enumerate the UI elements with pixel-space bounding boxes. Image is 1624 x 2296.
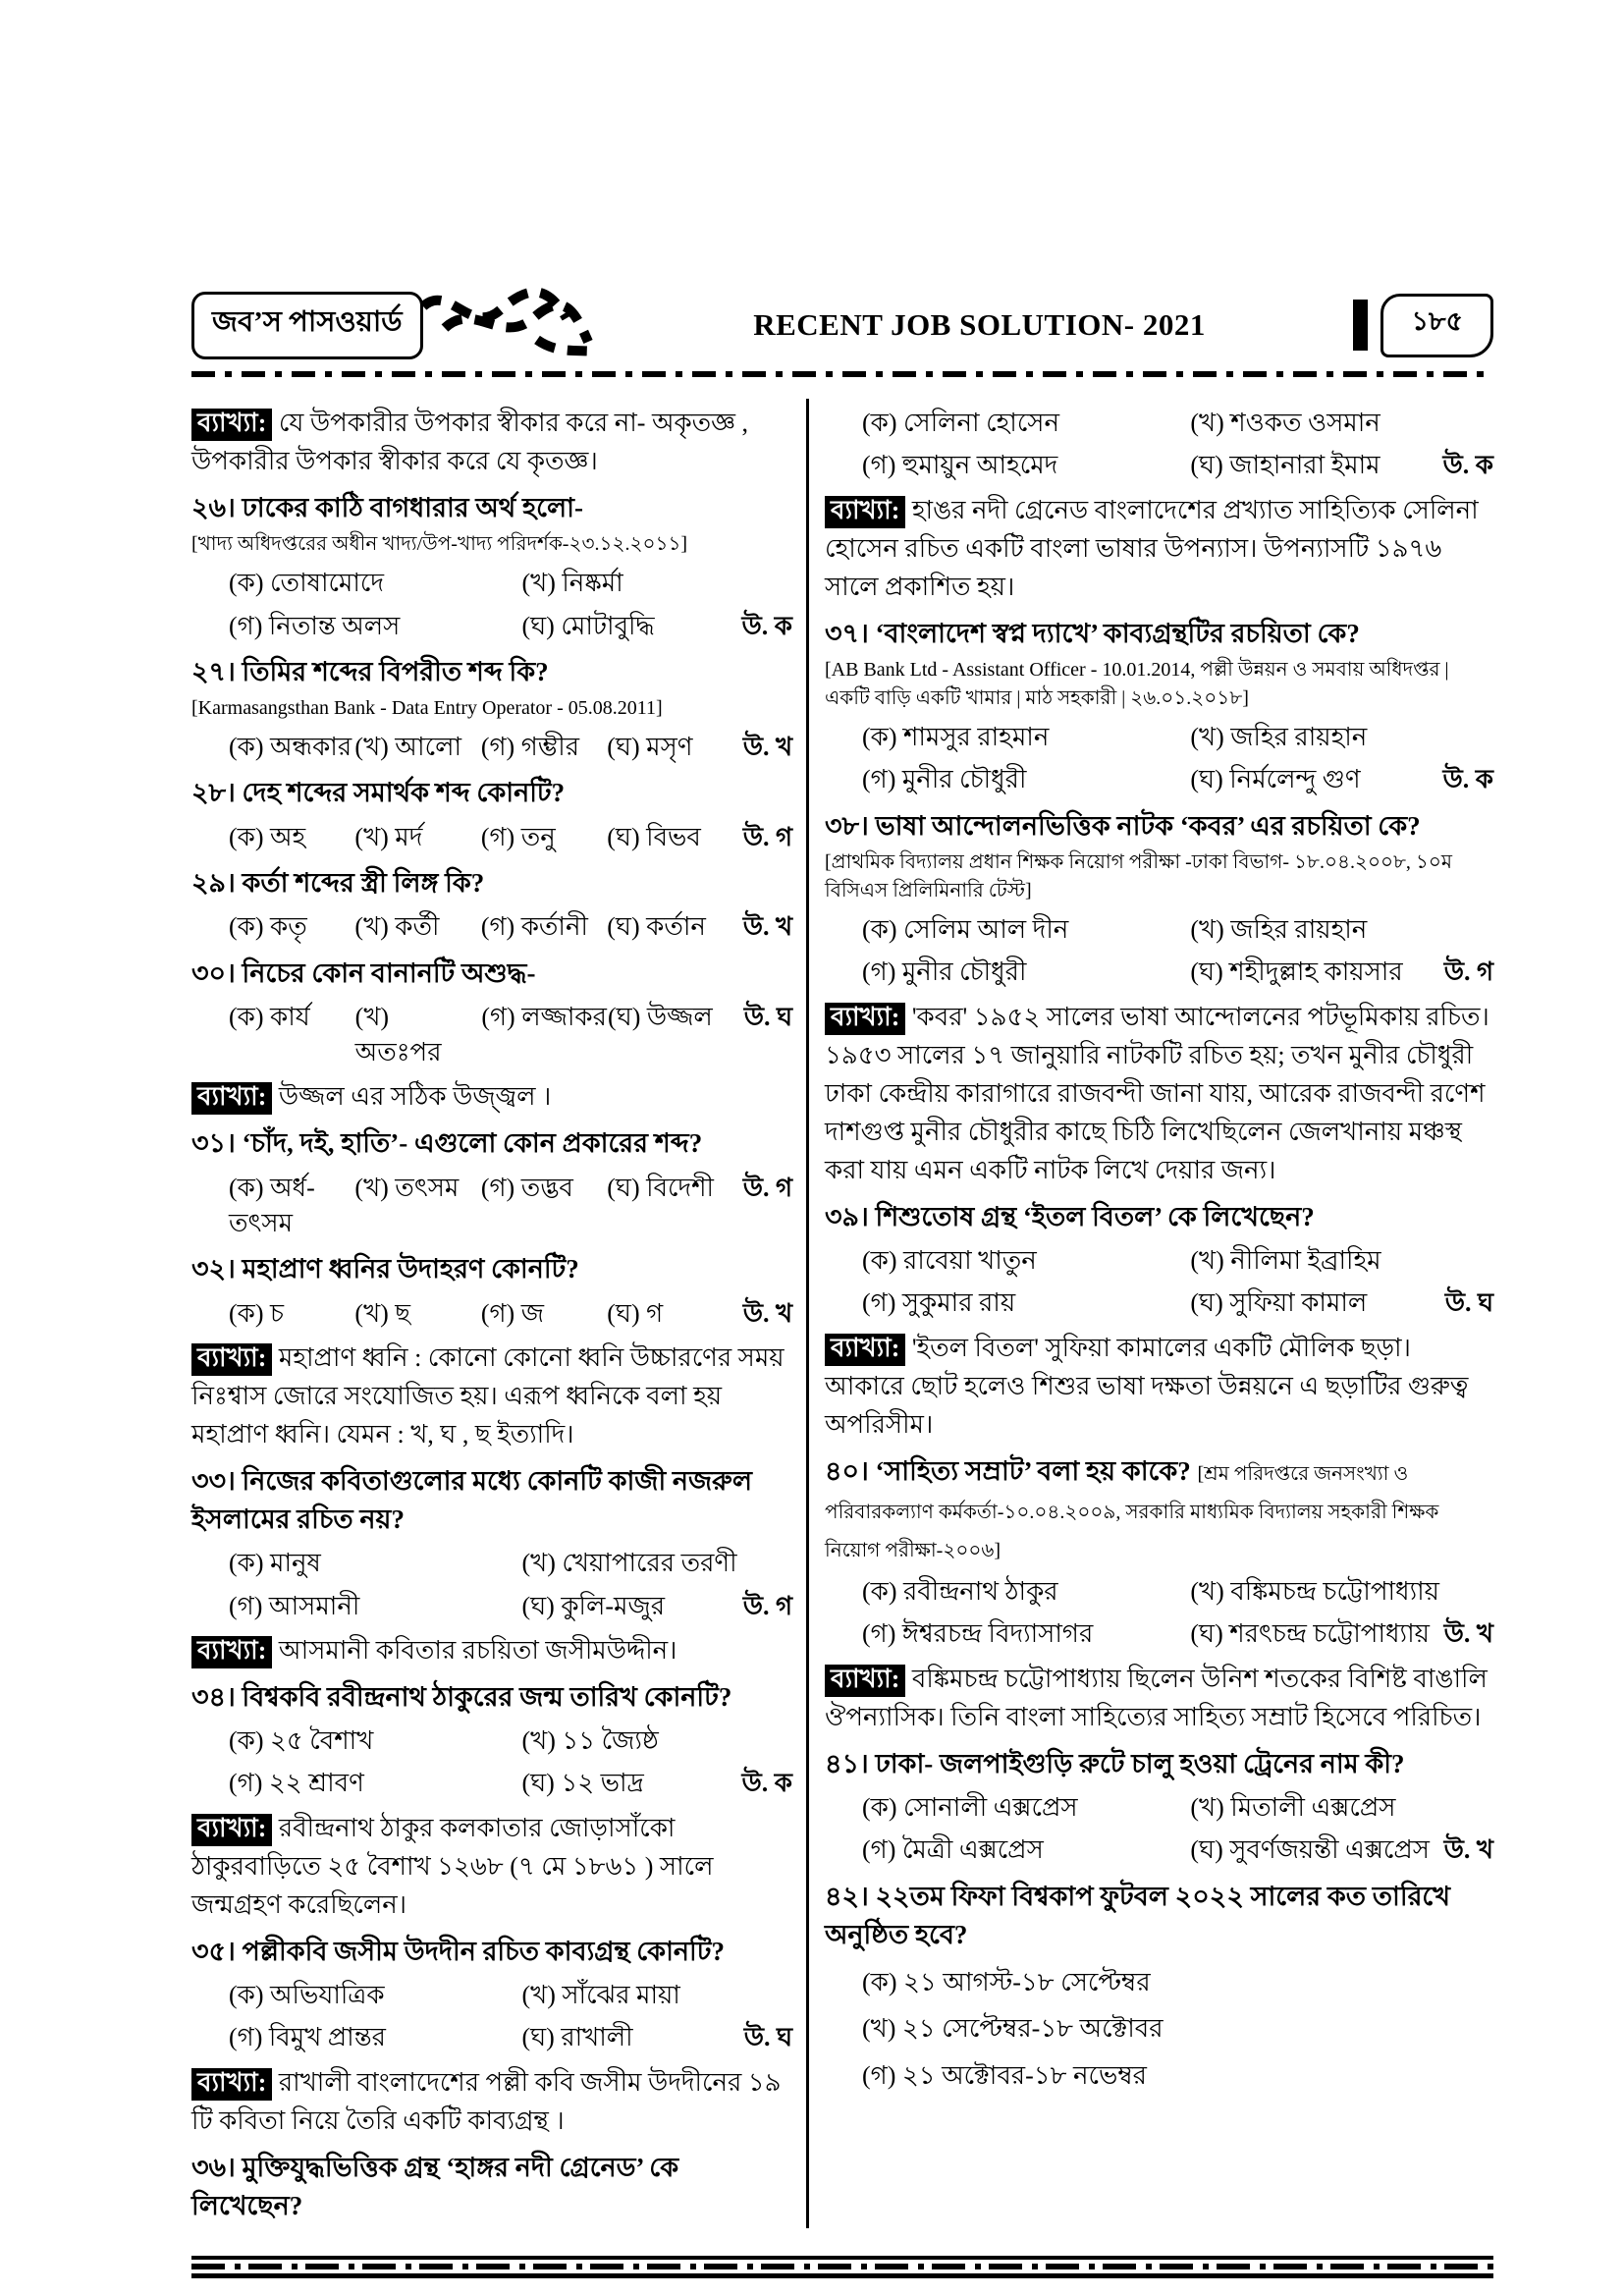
option: (ক) ২১ আগস্ট-১৮ সেপ্টেম্বর	[862, 1967, 1151, 1996]
options-row	[825, 1965, 1493, 2000]
options-row	[825, 955, 1493, 990]
page-number-badge: ১৮৫	[1380, 294, 1493, 357]
question-title-text: ২৮। দেহ শব্দের সমার্থক শব্দ কোনটি?	[191, 778, 566, 808]
option: (ঘ) শহীদুল্লাহ কায়সার	[1190, 957, 1403, 987]
question-block	[191, 2149, 792, 2225]
question-title	[825, 1878, 1493, 1954]
option: (গ) মুনীর চৌধুরী	[862, 957, 1027, 987]
question-block	[825, 615, 1493, 798]
option: (গ) তনু	[480, 822, 556, 851]
option: (ঘ) সুফিয়া কামাল	[1190, 1288, 1368, 1318]
question-title-text: ৪০। ‘সাহিত্য সম্রাট’ বলা হয় কাকে?	[825, 1455, 1191, 1486]
option: (খ) জহির রায়হান	[1190, 722, 1368, 751]
option: (খ) সাঁঝের মায়া	[521, 1981, 680, 2010]
answer-label: উ. ঘ	[1444, 1288, 1493, 1318]
option: (খ) ছ	[354, 1298, 411, 1328]
option: (ঘ) ১২ ভাদ্র	[521, 1769, 644, 1798]
option: (ক) সেলিম আল দীন	[862, 914, 1069, 944]
options-row	[191, 730, 792, 765]
explanation-block	[191, 404, 792, 480]
option: (ক) ২৫ বৈশাখ	[229, 1726, 374, 1756]
right-column	[809, 399, 1493, 2228]
question-title-text: ৩৩। নিজের কবিতাগুলোর মধ্যে কোনটি কাজী নজরুল ইসলামের রচিত নয়?	[191, 1465, 753, 1535]
option: (গ) ২২ শ্রাবণ	[229, 1769, 364, 1798]
question-block	[191, 1124, 792, 1241]
explanation-block	[191, 1809, 792, 1924]
options-row	[825, 762, 1493, 797]
options-row	[825, 1574, 1493, 1610]
option: (গ) জ	[480, 1298, 544, 1328]
question-block	[825, 1452, 1493, 1653]
option: (খ) কর্তী	[354, 912, 440, 942]
option: (খ) ২১ সেপ্টেম্বর-১৮ অক্টোবর	[862, 2014, 1164, 2044]
question-block	[191, 864, 792, 946]
option: (ঘ) রাখালী	[521, 2023, 633, 2052]
options-row	[191, 1546, 792, 1581]
explanation-badge: ব্যাখ্যা:	[825, 1003, 905, 1035]
option: (খ) মিতালী এক্সপ্রেস	[1190, 1792, 1396, 1822]
question-block	[191, 1250, 792, 1332]
option: (খ) শওকত ওসমান	[1190, 409, 1380, 437]
question-title-text: ৩৫। পল্লীকবি জসীম উদদীন রচিত কাব্যগ্রন্থ কোনটি?	[191, 1936, 725, 1966]
option: (ক) সোনালী এক্সপ্রেস	[862, 1792, 1078, 1822]
options-row	[191, 820, 792, 855]
options-row	[191, 1296, 792, 1332]
option: (গ) তদ্ভব	[480, 1173, 573, 1202]
question-title	[191, 955, 792, 993]
option: (গ) ঈশ্বরচন্দ্র বিদ্যাসাগর	[862, 1619, 1094, 1649]
explanation-text: বঙ্কিমচন্দ্র চট্টোপাধ্যায় ছিলেন উনিশ শতকের বিশিষ্ট বাঙালি ঔপন্যাসিক। তিনি বাংলা সাহিত্যের সাহিত্য সম্রাট হিসেবে পরিচিত।	[825, 1664, 1488, 1731]
answer-label: উ. গ	[742, 1591, 792, 1620]
option: (ঘ) বিভব	[607, 822, 701, 851]
options-row	[825, 720, 1493, 755]
question-title-text: ৩৪। বিশ্বকবি রবীন্দ্রনাথ ঠাকুরের জন্ম তারিখ কোনটি?	[191, 1681, 732, 1712]
question-title	[191, 2149, 792, 2225]
explanation-text: যে উপকারীর উপকার স্বীকার করে না- অকৃতজ্ঞ , উপকারীর উপকার স্বীকার করে যে কৃতজ্ঞ।	[191, 409, 749, 475]
option: (গ) নিতান্ত অলস	[229, 611, 401, 640]
exam-source: [খাদ্য অধিদপ্তরের অধীন খাদ্য/উপ-খাদ্য পরিদর্শক-২৩.১২.২০১১]	[191, 533, 688, 556]
question-block	[191, 1678, 792, 1802]
question-block	[191, 653, 792, 766]
question-block	[191, 955, 792, 1071]
question-title	[825, 807, 1493, 846]
columns	[191, 399, 1493, 2228]
question-title-text: ৩০। নিচের কোন বানানটি অশুদ্ধ-	[191, 957, 536, 988]
bottom-rule-line	[191, 2273, 1493, 2278]
answer-label: উ. খ	[1443, 1619, 1493, 1649]
explanation-badge: ব্যাখ্যা:	[825, 1665, 905, 1697]
answer-label: উ. গ	[1443, 957, 1493, 987]
option: (খ) তৎসম	[354, 1173, 460, 1202]
option: (ঘ) জাহানারা ইমাম	[1190, 451, 1380, 480]
option: (ক) চ	[229, 1298, 285, 1328]
question-title-text: ২৯। কর্তা শব্দের স্ত্রী লিঙ্গ কি?	[191, 867, 485, 898]
explanation-block	[191, 1631, 792, 1669]
explanation-text: 'কবর' ১৯৫২ সালের ভাষা আন্দোলনের পটভূমিকায় রচিত। ১৯৫৩ সালের ১৭ জানুয়ারি নাটকটি রচিত হয়; তখন মুনীর চৌধুরী ঢাকা কেন্দ্রীয় কারাগারে রাজবন্দী জানা যায়, আরেক রাজবন্দী রণেশ দাশগুপ্ত মুনীর চৌধুরীর কাছে চিঠি লিখেছিলেন জেলখানায় মঞ্চস্থ করা যায় এমন একটি নাটক লিখে দেয়ার জন্য।	[825, 1002, 1489, 1184]
question-title-text: ২৬। ঢাকের কাঠি বাগধারার অর্থ হলো-	[191, 493, 583, 522]
question-title	[825, 615, 1493, 653]
question-title	[191, 774, 792, 812]
option: (খ) ১১ জ্যৈষ্ঠ	[521, 1726, 659, 1756]
explanation-badge: ব্যাখ্যা:	[191, 409, 272, 441]
options-row	[191, 1000, 792, 1071]
option: (ক) সেলিনা হোসেন	[862, 409, 1059, 437]
question-title	[825, 1745, 1493, 1783]
question-title-text: ৩২। মহাপ্রাণ ধ্বনির উদাহরণ কোনটি?	[191, 1254, 579, 1285]
option: (খ) বঙ্কিমচন্দ্র চট্টোপাধ্যায়	[1190, 1576, 1439, 1606]
explanation-block	[191, 1077, 792, 1116]
bottom-rule-dashes	[191, 2264, 1493, 2269]
question-title	[191, 1933, 792, 1971]
question-block	[825, 807, 1493, 991]
explanation-text: হাঙর নদী গ্রেনেড বাংলাদেশের প্রখ্যাত সাহিত্যিক সেলিনা হোসেন রচিত একটি বাংলা ভাষার উপন্যাস। উপন্যাসটি ১৯৭৬ সালে প্রকাশিত হয়।	[825, 495, 1479, 601]
option: (ক) অভিযাত্রিক	[229, 1981, 385, 2010]
options-row	[191, 1723, 792, 1759]
option: (ঘ) নির্মলেন্দু গুণ	[1190, 765, 1361, 794]
explanation-block	[825, 1660, 1493, 1736]
answer-label: উ. ক	[1442, 765, 1493, 794]
question-title	[825, 1452, 1493, 1567]
question-title	[191, 1124, 792, 1163]
option: (খ) অতঃপর	[354, 1002, 442, 1067]
answer-label: উ. ঘ	[743, 1002, 792, 1031]
question-block	[191, 1462, 792, 1624]
options-row	[825, 1790, 1493, 1826]
option: (গ) মৈত্রী এক্সপ্রেস	[862, 1835, 1044, 1865]
exam-source: [শ্রম পরিদপ্তরে জনসংখ্যা ও পরিবারকল্যাণ কর্মকর্তা-১০.০৪.২০০৯, সরকারি মাধ্যমিক বিদ্যালয় সহকারী শিক্ষক নিয়োগ পরীক্ষা-২০০৬]	[825, 1462, 1439, 1561]
option: (খ) আলো	[354, 733, 462, 762]
option: (ঘ) বিদেশী	[607, 1173, 714, 1202]
explanation-text: উজ্জল এর সঠিক উজ্জ্বল ।	[278, 1082, 552, 1112]
answer-label: উ. খ	[742, 1298, 793, 1328]
question-title-text: ৩৯। শিশুতোষ গ্রন্থ ‘ইতল বিতল’ কে লিখেছেন?	[825, 1201, 1315, 1231]
header-rule	[191, 371, 1493, 377]
bottom-rule-line	[191, 2256, 1493, 2260]
explanation-block	[825, 1329, 1493, 1444]
page-header	[191, 291, 1493, 359]
answer-label: উ. ক	[741, 611, 792, 640]
option: (খ) নীলিমা ইব্রাহিম	[1190, 1245, 1381, 1275]
options-row	[191, 1171, 792, 1242]
options-row	[191, 1766, 792, 1801]
question-block	[825, 1198, 1493, 1322]
option: (খ) নিষ্কর্মা	[521, 569, 623, 598]
options-row	[191, 609, 792, 644]
option: (ক) কতৃ	[229, 912, 307, 942]
explanation-text: রাখালী বাংলাদেশের পল্লী কবি জসীম উদদীনের ১৯ টি কবিতা নিয়ে তৈরি একটি কাব্যগ্রন্থ ।	[191, 2067, 782, 2135]
option: (ক) তোষামোদে	[229, 569, 385, 598]
answer-label: উ. গ	[742, 1173, 792, 1202]
question-title-text: ৩৬। মুক্তিযুদ্ধভিত্তিক গ্রন্থ ‘হাঙ্গর নদী গ্রেনেড’ কে লিখেছেন?	[191, 2152, 679, 2220]
option: (খ) জহির রায়হান	[1190, 914, 1368, 944]
options-row	[825, 448, 1493, 483]
question-title	[191, 653, 792, 691]
option: (ঘ) সুবর্ণজয়ন্তী এক্সপ্রেস	[1190, 1835, 1430, 1865]
question-title-text: ৪২। ২২তম ফিফা বিশ্বকাপ ফুটবল ২০২২ সালের কত তারিখে অনুষ্ঠিত হবে?	[825, 1881, 1451, 1949]
explanation-text: মহাপ্রাণ ধ্বনি : কোনো কোনো ধ্বনি উচ্চারণের সময় নিঃশ্বাস জোরে সংযোজিত হয়। এরূপ ধ্বনিকে বলা হয় মহাপ্রাণ ধ্বনি। যেমন : খ, ঘ , ছ ইত্যাদি।	[191, 1342, 785, 1449]
options-row	[825, 912, 1493, 948]
explanation-text: 'ইতল বিতল' সুফিয়া কামালের একটি মৌলিক ছড়া। আকারে ছোট হলেও শিশুর ভাষা দক্ষতা উন্নয়নে এ ছড়াটির গুরুত্ব অপরিসীম।	[825, 1333, 1469, 1439]
option: (গ) সুকুমার রায়	[862, 1288, 1016, 1318]
answer-label: উ. গ	[742, 822, 792, 851]
options-row	[191, 1589, 792, 1624]
question-title	[825, 1198, 1493, 1236]
page-number-bar	[1353, 300, 1368, 351]
options-row	[825, 406, 1493, 441]
option: (ক) রাবেয়া খাতুন	[862, 1245, 1037, 1275]
option: (গ) লজ্জাকর	[481, 1002, 607, 1031]
answer-label: উ. খ	[1443, 1835, 1493, 1865]
question-block	[825, 406, 1493, 484]
exam-source: [AB Bank Ltd - Assistant Officer - 10.01.2014, পল্লী উন্নয়ন ও সমবায় অধিদপ্তর | একটি বাড়ি একটি খামার | মাঠ সহকারী | ২৬.০১.২০১৮]	[825, 658, 1449, 709]
question-title-text: ৩৭। ‘বাংলাদেশ স্বপ্ন দ্যাখে’ কাব্যগ্রন্থটির রচয়িতা কে?	[825, 618, 1360, 648]
question-block	[191, 1933, 792, 2056]
options-row	[191, 566, 792, 601]
option: (গ) গম্ভীর	[480, 733, 580, 762]
question-block	[825, 1878, 1493, 2094]
options-row	[191, 2020, 792, 2055]
options-row	[825, 2011, 1493, 2047]
options-row	[825, 1616, 1493, 1652]
option: (ঘ) মসৃণ	[607, 733, 693, 762]
question-title-text: ২৭। তিমির শব্দের বিপরীত শব্দ কি?	[191, 656, 549, 686]
content	[191, 291, 1493, 2278]
option: (ঘ) শরৎচন্দ্র চট্টোপাধ্যায়	[1190, 1619, 1430, 1649]
options-row	[825, 1285, 1493, 1321]
question-title-text: ৪১। ঢাকা- জলপাইগুড়ি রুটে চালু হওয়া ট্রেনের নাম কী?	[825, 1748, 1405, 1778]
exam-source: [Karmasangsthan Bank - Data Entry Operator - 05.08.2011]	[191, 697, 663, 720]
answer-label: উ. ঘ	[743, 2023, 792, 2052]
answer-label: উ. ক	[1442, 451, 1493, 480]
explanation-badge: ব্যাখ্যা:	[825, 496, 905, 528]
answer-label: উ. খ	[742, 912, 793, 942]
explanation-block	[825, 491, 1493, 606]
option: (ক) অন্ধকার	[229, 733, 352, 762]
left-column	[191, 399, 806, 2228]
option: (খ) খেয়াপারের তরণী	[521, 1549, 737, 1578]
question-title	[191, 1462, 792, 1539]
option: (ক) মানুষ	[229, 1549, 321, 1578]
explanation-text: আসমানী কবিতার রচয়িতা জসীমউদ্দীন।	[278, 1635, 677, 1665]
options-row	[825, 1243, 1493, 1279]
option: (ক) রবীন্দ্রনাথ ঠাকুর	[862, 1576, 1058, 1606]
option: (ক) অর্ধ-তৎসম	[229, 1173, 315, 1237]
explanation-badge: ব্যাখ্যা:	[191, 1636, 272, 1668]
options-row	[825, 2058, 1493, 2094]
explanation-block	[825, 998, 1493, 1189]
explanation-badge: ব্যাখ্যা:	[191, 1082, 272, 1115]
option: (গ) আসমানী	[229, 1591, 360, 1620]
question-title	[191, 864, 792, 902]
option: (ঘ) কুলি-মজুর	[521, 1591, 666, 1620]
answer-label: উ. ক	[741, 1769, 792, 1798]
answer-label: উ. খ	[742, 733, 793, 762]
explanation-block	[191, 1339, 792, 1453]
option: (ঘ) মোটাবুদ্ধি	[521, 611, 655, 640]
logo-badge: জব’স পাসওয়ার্ড	[191, 292, 423, 359]
options-row	[825, 1832, 1493, 1868]
explanation-badge: ব্যাখ্যা:	[825, 1334, 905, 1366]
options-row	[191, 909, 792, 945]
option: (ঘ) উজ্জল	[608, 1002, 713, 1031]
page-title: RECENT JOB SOLUTION- 2021	[753, 307, 1206, 342]
option: (ঘ) গ	[607, 1298, 664, 1328]
question-block	[191, 489, 792, 644]
explanation-badge: ব্যাখ্যা:	[191, 2068, 272, 2101]
question-block	[191, 774, 792, 855]
option: (গ) মুনীর চৌধুরী	[862, 765, 1027, 794]
explanation-text: রবীন্দ্রনাথ ঠাকুর কলকাতার জোড়াসাঁকো ঠাকুরবাড়িতে ২৫ বৈশাখ ১২৬৮ (৭ মে ১৮৬১ ) সালে জন্মগ্রহণ করেছিলেন।	[191, 1813, 714, 1919]
option: (গ) বিমুখ প্রান্তর	[229, 2023, 386, 2052]
bottom-rule	[191, 2256, 1493, 2278]
explanation-block	[191, 2063, 792, 2140]
option: (ঘ) কর্তান	[607, 912, 706, 942]
question-title-text: ৩৮। ভাষা আন্দোলনভিত্তিক নাটক ‘কবর’ এর রচয়িতা কে?	[825, 810, 1421, 841]
question-title-text: ৩১। ‘চাঁদ, দই, হাতি’- এগুলো কোন প্রকারের শব্দ?	[191, 1128, 703, 1159]
zigzag-doodle-icon	[419, 281, 606, 363]
options-row	[191, 1978, 792, 2013]
question-title	[191, 1678, 792, 1717]
option: (গ) হুমায়ুন আহমেদ	[862, 451, 1058, 480]
option: (গ) কর্তানী	[480, 912, 588, 942]
question-title	[191, 1250, 792, 1288]
exam-source: [প্রাথমিক বিদ্যালয় প্রধান শিক্ষক নিয়োগ পরীক্ষা -ঢাকা বিভাগ- ১৮.০৪.২০০৮, ১০ম বিসিএস প্রিলিমিনারি টেস্ট]	[825, 850, 1453, 902]
question-block	[825, 1745, 1493, 1869]
option: (খ) মর্দ	[354, 822, 423, 851]
option: (ক) শামসুর রাহমান	[862, 722, 1050, 751]
option: (ক) কার্য	[229, 1002, 310, 1031]
question-title	[191, 489, 792, 527]
option: (গ) ২১ অক্টোবর-১৮ নভেম্বর	[862, 2060, 1147, 2090]
explanation-badge: ব্যাখ্যা:	[191, 1814, 272, 1846]
explanation-badge: ব্যাখ্যা:	[191, 1343, 272, 1376]
option: (ক) অহ	[229, 822, 306, 851]
